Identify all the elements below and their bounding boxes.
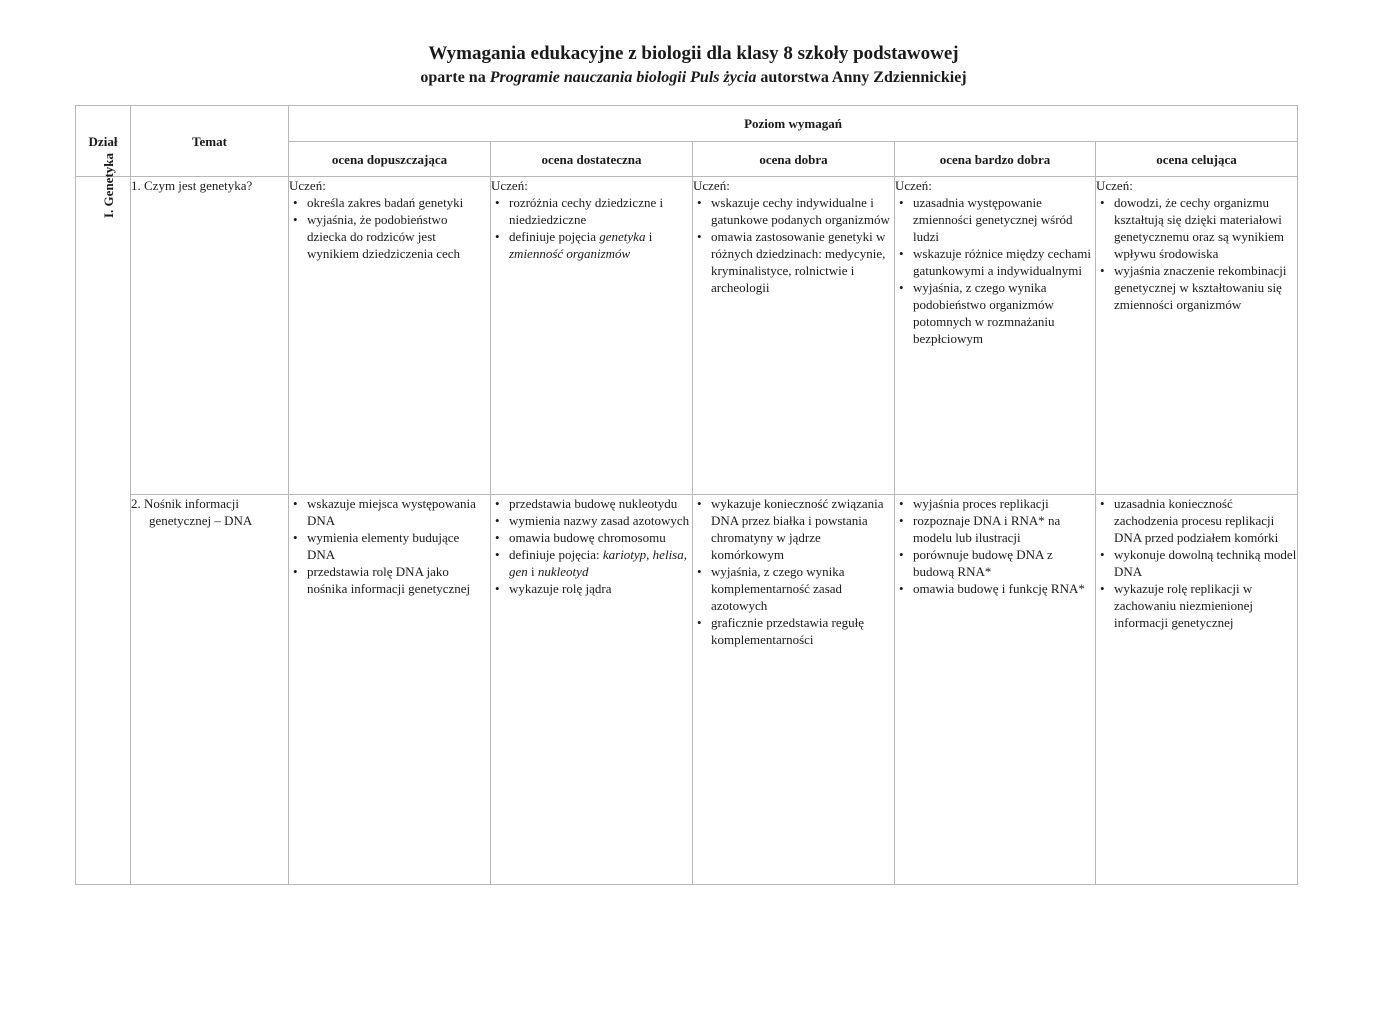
table-row	[76, 177, 1298, 495]
list-item: • dowodzi, że cechy organizmu kształtują się dzięki materiałowi genetycznemu oraz są wynikiem wpływu środowiska	[1114, 194, 1297, 262]
term: nukleotyd	[537, 564, 589, 580]
subtitle-suffix: autorstwa Anny Zdziennickiej	[756, 69, 967, 86]
definition-joiner: i	[645, 229, 653, 245]
requirement-list	[693, 194, 894, 296]
list-item: • wyjaśnia, z czego wynika podobieństwo organizmów potomnych w rozmnażaniu bezpłciowym	[913, 279, 1095, 347]
list-item: • wskazuje miejsca występowania DNA	[307, 495, 490, 529]
list-item: • rozróżnia cechy dziedziczne i niedziedziczne	[509, 194, 692, 228]
list-item: • wyjaśnia, z czego wynika komplementarność zasad azotowych	[711, 563, 894, 614]
list-item: • uzasadnia występowanie zmienności genetycznej wśród ludzi	[913, 194, 1095, 245]
definition-prefix: definiuje pojęcia:	[509, 547, 603, 563]
list-item: • wyjaśnia proces replikacji	[913, 495, 1095, 512]
subtitle-program-name: Programie nauczania biologii Puls życia	[489, 69, 757, 86]
uczen-label: Uczeń:	[693, 178, 730, 194]
list-item: • omawia budowę i funkcję RNA*	[913, 580, 1095, 597]
definition-prefix: definiuje pojęcia	[509, 229, 600, 245]
list-item: • wyjaśnia znaczenie rekombinacji genetycznej w kształtowaniu się zmienności organizmów	[1114, 262, 1297, 313]
list-item: • uzasadnia konieczność zachodzenia procesu replikacji DNA przed podziałem komórki	[1114, 495, 1297, 546]
requirement-cell	[693, 495, 895, 885]
requirement-cell	[1096, 177, 1298, 495]
list-item: • wykonuje dowolną techniką model DNA	[1114, 546, 1297, 580]
list-item: • przedstawia rolę DNA jako nośnika informacji genetycznej	[307, 563, 490, 597]
requirement-list	[895, 194, 1095, 347]
requirement-cell	[491, 177, 693, 495]
header-level-bardzo-dobra: ocena bardzo dobra	[895, 142, 1096, 177]
list-item: • wymienia elementy budujące DNA	[307, 529, 490, 563]
requirement-list	[693, 495, 894, 648]
requirements-table	[75, 105, 1298, 885]
uczen-label: Uczeń:	[491, 178, 528, 194]
header-level-dobra: ocena dobra	[693, 142, 895, 177]
list-item: • omawia zastosowanie genetyki w różnych dziedzinach: medycynie, kryminalistyce, rolnictwie i archeologii	[711, 228, 894, 296]
topic-cell	[131, 495, 289, 885]
list-item: • określa zakres badań genetyki	[307, 194, 490, 211]
term: kariotyp, helisa	[602, 547, 684, 563]
requirement-cell	[289, 177, 491, 495]
list-item: • przedstawia budowę nukleotydu	[509, 495, 692, 512]
definition-joiner: ,	[683, 547, 687, 563]
list-item: • wskazuje cechy indywidualne i gatunkowe podanych organizmów	[711, 194, 894, 228]
requirement-list	[289, 495, 490, 597]
requirement-cell	[1096, 495, 1298, 885]
list-item: • wykazuje rolę jądra	[509, 580, 692, 597]
topic-cell	[131, 177, 289, 495]
header-row-1	[76, 106, 1298, 142]
list-item: • rozpoznaje DNA i RNA* na modelu lub ilustracji	[913, 512, 1095, 546]
section-cell	[76, 153, 131, 885]
requirement-cell	[491, 495, 693, 885]
header-temat: Temat	[131, 106, 289, 177]
header-level-dostateczna: ocena dostateczna	[491, 142, 693, 177]
uczen-label: Uczeń:	[895, 178, 932, 194]
term: gen	[509, 564, 528, 580]
topic-line: 1. Czym jest genetyka?	[131, 178, 253, 194]
requirement-list	[1096, 194, 1297, 313]
header-level-dopuszczajaca: ocena dopuszczająca	[289, 142, 491, 177]
uczen-label: Uczeń:	[1096, 178, 1133, 194]
list-item: • omawia budowę chromosomu	[509, 529, 692, 546]
header-poziom-wymagan: Poziom wymagań	[289, 106, 1298, 142]
requirement-cell	[895, 495, 1096, 885]
document-subtitle	[0, 68, 1387, 88]
section-label: I. Genetyka	[101, 153, 116, 219]
requirement-list	[289, 194, 490, 262]
header-dzial: Dział	[76, 106, 131, 177]
list-item: • graficznie przedstawia regułę komplementarności	[711, 614, 894, 648]
subtitle-prefix: oparte na	[420, 69, 490, 86]
definition-joiner: i	[527, 564, 538, 580]
document-title: Wymagania edukacyjne z biologii dla klasy 8 szkoły podstawowej	[428, 43, 959, 64]
uczen-label: Uczeń:	[289, 178, 326, 194]
requirement-list	[491, 495, 692, 597]
requirement-list	[1096, 495, 1297, 631]
requirement-list	[895, 495, 1095, 597]
topic-line: genetycznej – DNA	[149, 513, 253, 529]
term: genetyka	[599, 229, 646, 245]
list-item	[509, 546, 692, 580]
term: zmienność organizmów	[509, 246, 631, 262]
requirement-cell	[895, 177, 1096, 495]
list-item: • wykazuje rolę replikacji w zachowaniu niezmienionej informacji genetycznej	[1114, 580, 1297, 631]
list-item: • wyjaśnia, że podobieństwo dziecka do rodziców jest wynikiem dziedziczenia cech	[307, 211, 490, 262]
list-item: • porównuje budowę DNA z budową RNA*	[913, 546, 1095, 580]
list-item: • wymienia nazwy zasad azotowych	[509, 512, 692, 529]
requirement-cell	[289, 495, 491, 885]
requirement-list	[491, 194, 692, 262]
requirement-cell	[693, 177, 895, 495]
list-item	[509, 228, 692, 262]
table-row	[76, 495, 1298, 885]
header-level-celujaca: ocena celująca	[1096, 142, 1298, 177]
list-item: • wykazuje konieczność związania DNA przez białka i powstania chromatyny w jądrze komórkowym	[711, 495, 894, 563]
topic-line: 2. Nośnik informacji	[131, 496, 239, 512]
list-item: • wskazuje różnice między cechami gatunkowymi a indywidualnymi	[913, 245, 1095, 279]
